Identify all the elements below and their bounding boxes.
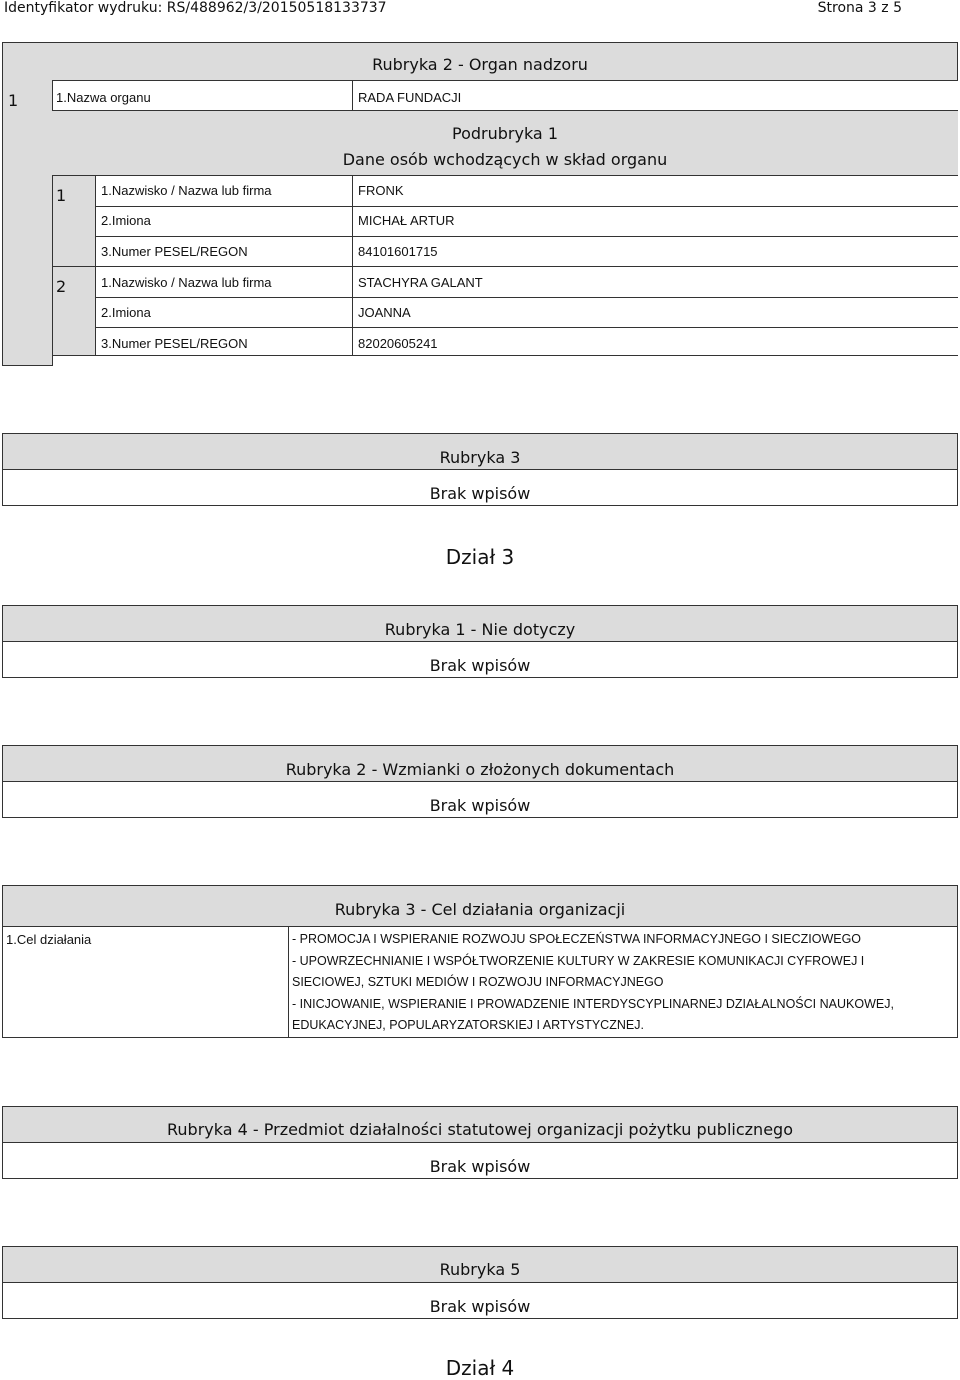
section-empty-text: Brak wpisów — [429, 1157, 531, 1176]
person-pesel: 82020605241 — [358, 336, 438, 351]
person-index: 1 — [56, 186, 67, 205]
person-names-label: 2.Imiona — [101, 305, 151, 320]
section-empty-text: Brak wpisów — [429, 796, 531, 815]
person-names-label: 2.Imiona — [101, 213, 151, 228]
section-empty-text: Brak wpisów — [429, 1297, 531, 1316]
dzial-title: Dział 4 — [445, 1356, 515, 1380]
divider — [352, 176, 353, 266]
divider — [288, 926, 289, 1038]
section-title: Rubryka 3 — [439, 448, 521, 467]
organ-name-label: 1.Nazwa organu — [56, 90, 151, 105]
person-names: JOANNA — [358, 305, 411, 320]
cel-line: - INICJOWANIE, WSPIERANIE I PROWADZENIE INTERDYSCYPLINARNEJ DZIAŁALNOŚCI NAUKOWEJ, — [292, 996, 894, 1011]
person-surname-label: 1.Nazwisko / Nazwa lub firma — [101, 275, 272, 290]
person-surname: STACHYRA GALANT — [358, 275, 483, 290]
divider — [96, 297, 958, 298]
divider — [52, 355, 958, 356]
divider — [96, 206, 958, 207]
cel-line: - PROMOCJA I WSPIERANIE ROZWOJU SPOŁECZEŃSTWA INFORMACYJNEGO I SIECZIOWEGO — [292, 932, 862, 946]
divider — [52, 266, 958, 267]
divider — [96, 236, 958, 237]
person-surname-label: 1.Nazwisko / Nazwa lub firma — [101, 183, 272, 198]
section-title: Rubryka 4 - Przedmiot działalności statutowej organizacji pożytku publicznego — [167, 1120, 793, 1139]
divider — [96, 327, 958, 328]
section-empty-text: Brak wpisów — [429, 484, 531, 503]
person-index: 2 — [56, 277, 67, 296]
person-names: MICHAŁ ARTUR — [358, 213, 455, 228]
subsection-subtitle: Dane osób wchodzących w skład organu — [342, 150, 668, 169]
section-title: Rubryka 3 - Cel działania organizacji — [334, 900, 626, 919]
subsection-title: Podrubryka 1 — [452, 124, 558, 143]
person-pesel-label: 3.Numer PESEL/REGON — [101, 244, 248, 259]
dzial-title: Dział 3 — [445, 545, 515, 569]
page-number: Strona 3 z 5 — [817, 0, 902, 16]
section-title: Rubryka 2 - Wzmianki o złożonych dokumentach — [285, 760, 675, 779]
organ-title: Rubryka 2 - Organ nadzoru — [372, 55, 588, 74]
organ-index: 1 — [8, 91, 19, 110]
divider — [352, 80, 353, 110]
person-pesel-label: 3.Numer PESEL/REGON — [101, 336, 248, 351]
person-surname: FRONK — [358, 183, 404, 198]
organ-name-value: RADA FUNDACJI — [358, 90, 462, 105]
section-title: Rubryka 1 - Nie dotyczy — [384, 620, 576, 639]
cel-line: EDUKACYJNEJ, POPULARYZATORSKIEJ I ARTYSTYCZNEJ. — [292, 1018, 644, 1032]
print-identifier: Identyfikator wydruku: RS/488962/3/20150518133737 — [4, 0, 387, 16]
section-title: Rubryka 5 — [439, 1260, 521, 1279]
cel-line: SIECIOWEJ, SZTUKI MEDIÓW I ROZWOJU INFORMACYJNEGO — [292, 975, 664, 989]
cel-line: - UPOWRZECHNIANIE I WSPÓŁTWORZENIE KULTURY W ZAKRESIE KOMUNIKACJI CYFROWEJ I — [292, 953, 865, 968]
person-pesel: 84101601715 — [358, 244, 438, 259]
section-empty-text: Brak wpisów — [429, 656, 531, 675]
cel-description — [292, 929, 952, 1037]
divider — [352, 267, 353, 355]
cel-label: 1.Cel działania — [6, 932, 92, 947]
